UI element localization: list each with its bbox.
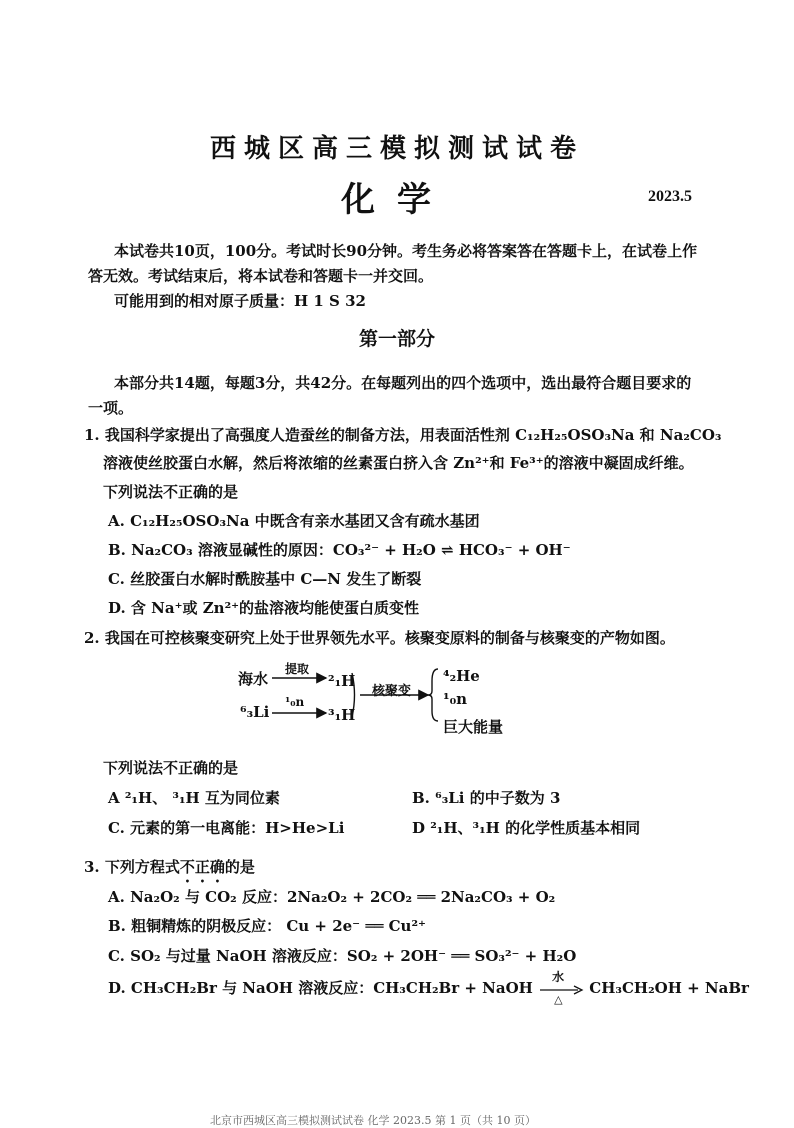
extract-label: 提取	[285, 662, 310, 676]
exam-title: 西城区高三模拟测试试卷	[209, 134, 584, 164]
q1-stem-line-1: 1. 我国科学家提出了高强度人造蚕丝的制备方法，用表面活性剂 C₁₂H₂₅OSO₃Na 和 Na₂CO₃	[84, 426, 722, 444]
q2-option-a: A ²₁H、 ³₁H 互为同位素	[108, 789, 280, 807]
part-intro-line-2: 一项。	[88, 399, 134, 417]
q3-stem	[84, 856, 255, 886]
energy-label: 巨大能量	[443, 718, 504, 736]
q3-d-prefix: D. CH₃CH₂Br 与 NaOH 溶液反应：CH₃CH₂Br + NaOH	[108, 979, 533, 997]
q1-option-a: A. C₁₂H₂₅OSO₃Na 中既含有亲水基团又含有疏水基团	[108, 512, 480, 530]
q1-option-c: C. 丝胶蛋白水解时酰胺基中 C—N 发生了断裂	[108, 570, 422, 588]
q3-option-a: A. Na₂O₂ 与 CO₂ 反应：2Na₂O₂ + 2CO₂ ══ 2Na₂CO₃ + O₂	[108, 888, 556, 906]
helium4-label: ⁴₂He	[443, 667, 480, 685]
fusion-label: 核聚变	[372, 684, 412, 699]
q2-option-d: D ²₁H、³₁H 的化学性质基本相同	[412, 819, 641, 837]
exam-subject: 化学	[341, 180, 453, 220]
seawater-label: 海水	[238, 670, 269, 688]
tritium-label: ³₁H	[328, 706, 356, 724]
part-heading: 第一部分	[358, 328, 435, 350]
atomic-mass-note: 可能用到的相对原子质量：H 1 S 32	[114, 292, 366, 310]
diagram-arrows	[230, 655, 460, 735]
q2-option-b: B. ⁶₃Li 的中子数为 3	[412, 789, 561, 807]
q1-question: 下列说法不正确的是	[103, 483, 239, 501]
deuterium-label: ²₁H	[328, 672, 356, 690]
lithium6-label: ⁶₃Li	[240, 703, 270, 721]
condition-arrow	[538, 970, 584, 1006]
condition-heat: △	[554, 993, 563, 1006]
part-intro-line-1: 本部分共14题，每题3分，共42分。在每题列出的四个选项中，选出最符合题目要求的	[114, 374, 692, 392]
q1-stem-line-2: 溶液使丝胶蛋白水解，然后将浓缩的丝素蛋白挤入含 Zn²⁺和 Fe³⁺的溶液中凝固成纤维。	[103, 454, 694, 472]
q3-option-d	[108, 970, 749, 1006]
neutron-out-label: ¹₀n	[443, 690, 468, 708]
q1-option-b: B. Na₂CO₃ 溶液显碱性的原因：CO₃²⁻ + H₂O ⇌ HCO₃⁻ + OH⁻	[108, 541, 571, 559]
q3-stem-emphasis: 不正确	[179, 858, 225, 876]
q3-stem-suffix: 的是	[224, 858, 255, 876]
page-footer: 北京市西城区高三模拟测试试卷 化学 2023.5 第 1 页（共 10 页）	[210, 1114, 536, 1127]
q3-option-b: B. 粗铜精炼的阴极反应： Cu + 2e⁻ ══ Cu²⁺	[108, 917, 426, 935]
q2-option-c: C. 元素的第一电离能：H>He>Li	[108, 819, 345, 837]
instructions-line-2: 答无效。考试结束后，将本试卷和答题卡一并交回。	[88, 267, 434, 285]
left-brace	[352, 673, 355, 717]
q2-question: 下列说法不正确的是	[103, 759, 239, 777]
q3-d-suffix: CH₃CH₂OH + NaBr	[589, 979, 749, 997]
instructions-line-1: 本试卷共10页，100分。考试时长90分钟。考生务必将答案答在答题卡上，在试卷上作	[114, 242, 698, 260]
q3-option-c: C. SO₂ 与过量 NaOH 溶液反应：SO₂ + 2OH⁻ ══ SO₃²⁻ + H₂O	[108, 947, 577, 965]
neutron-in-label: ¹₀n	[285, 695, 305, 709]
q1-option-d: D. 含 Na⁺或 Zn²⁺的盐溶液均能使蛋白质变性	[108, 599, 420, 617]
exam-date: 2023.5	[648, 188, 692, 205]
condition-water: 水	[552, 970, 565, 984]
q2-stem: 2. 我国在可控核聚变研究上处于世界领先水平。核聚变原料的制备与核聚变的产物如图。	[84, 629, 675, 647]
right-brace	[428, 669, 438, 721]
q3-stem-prefix: 3. 下列方程式	[84, 858, 180, 876]
